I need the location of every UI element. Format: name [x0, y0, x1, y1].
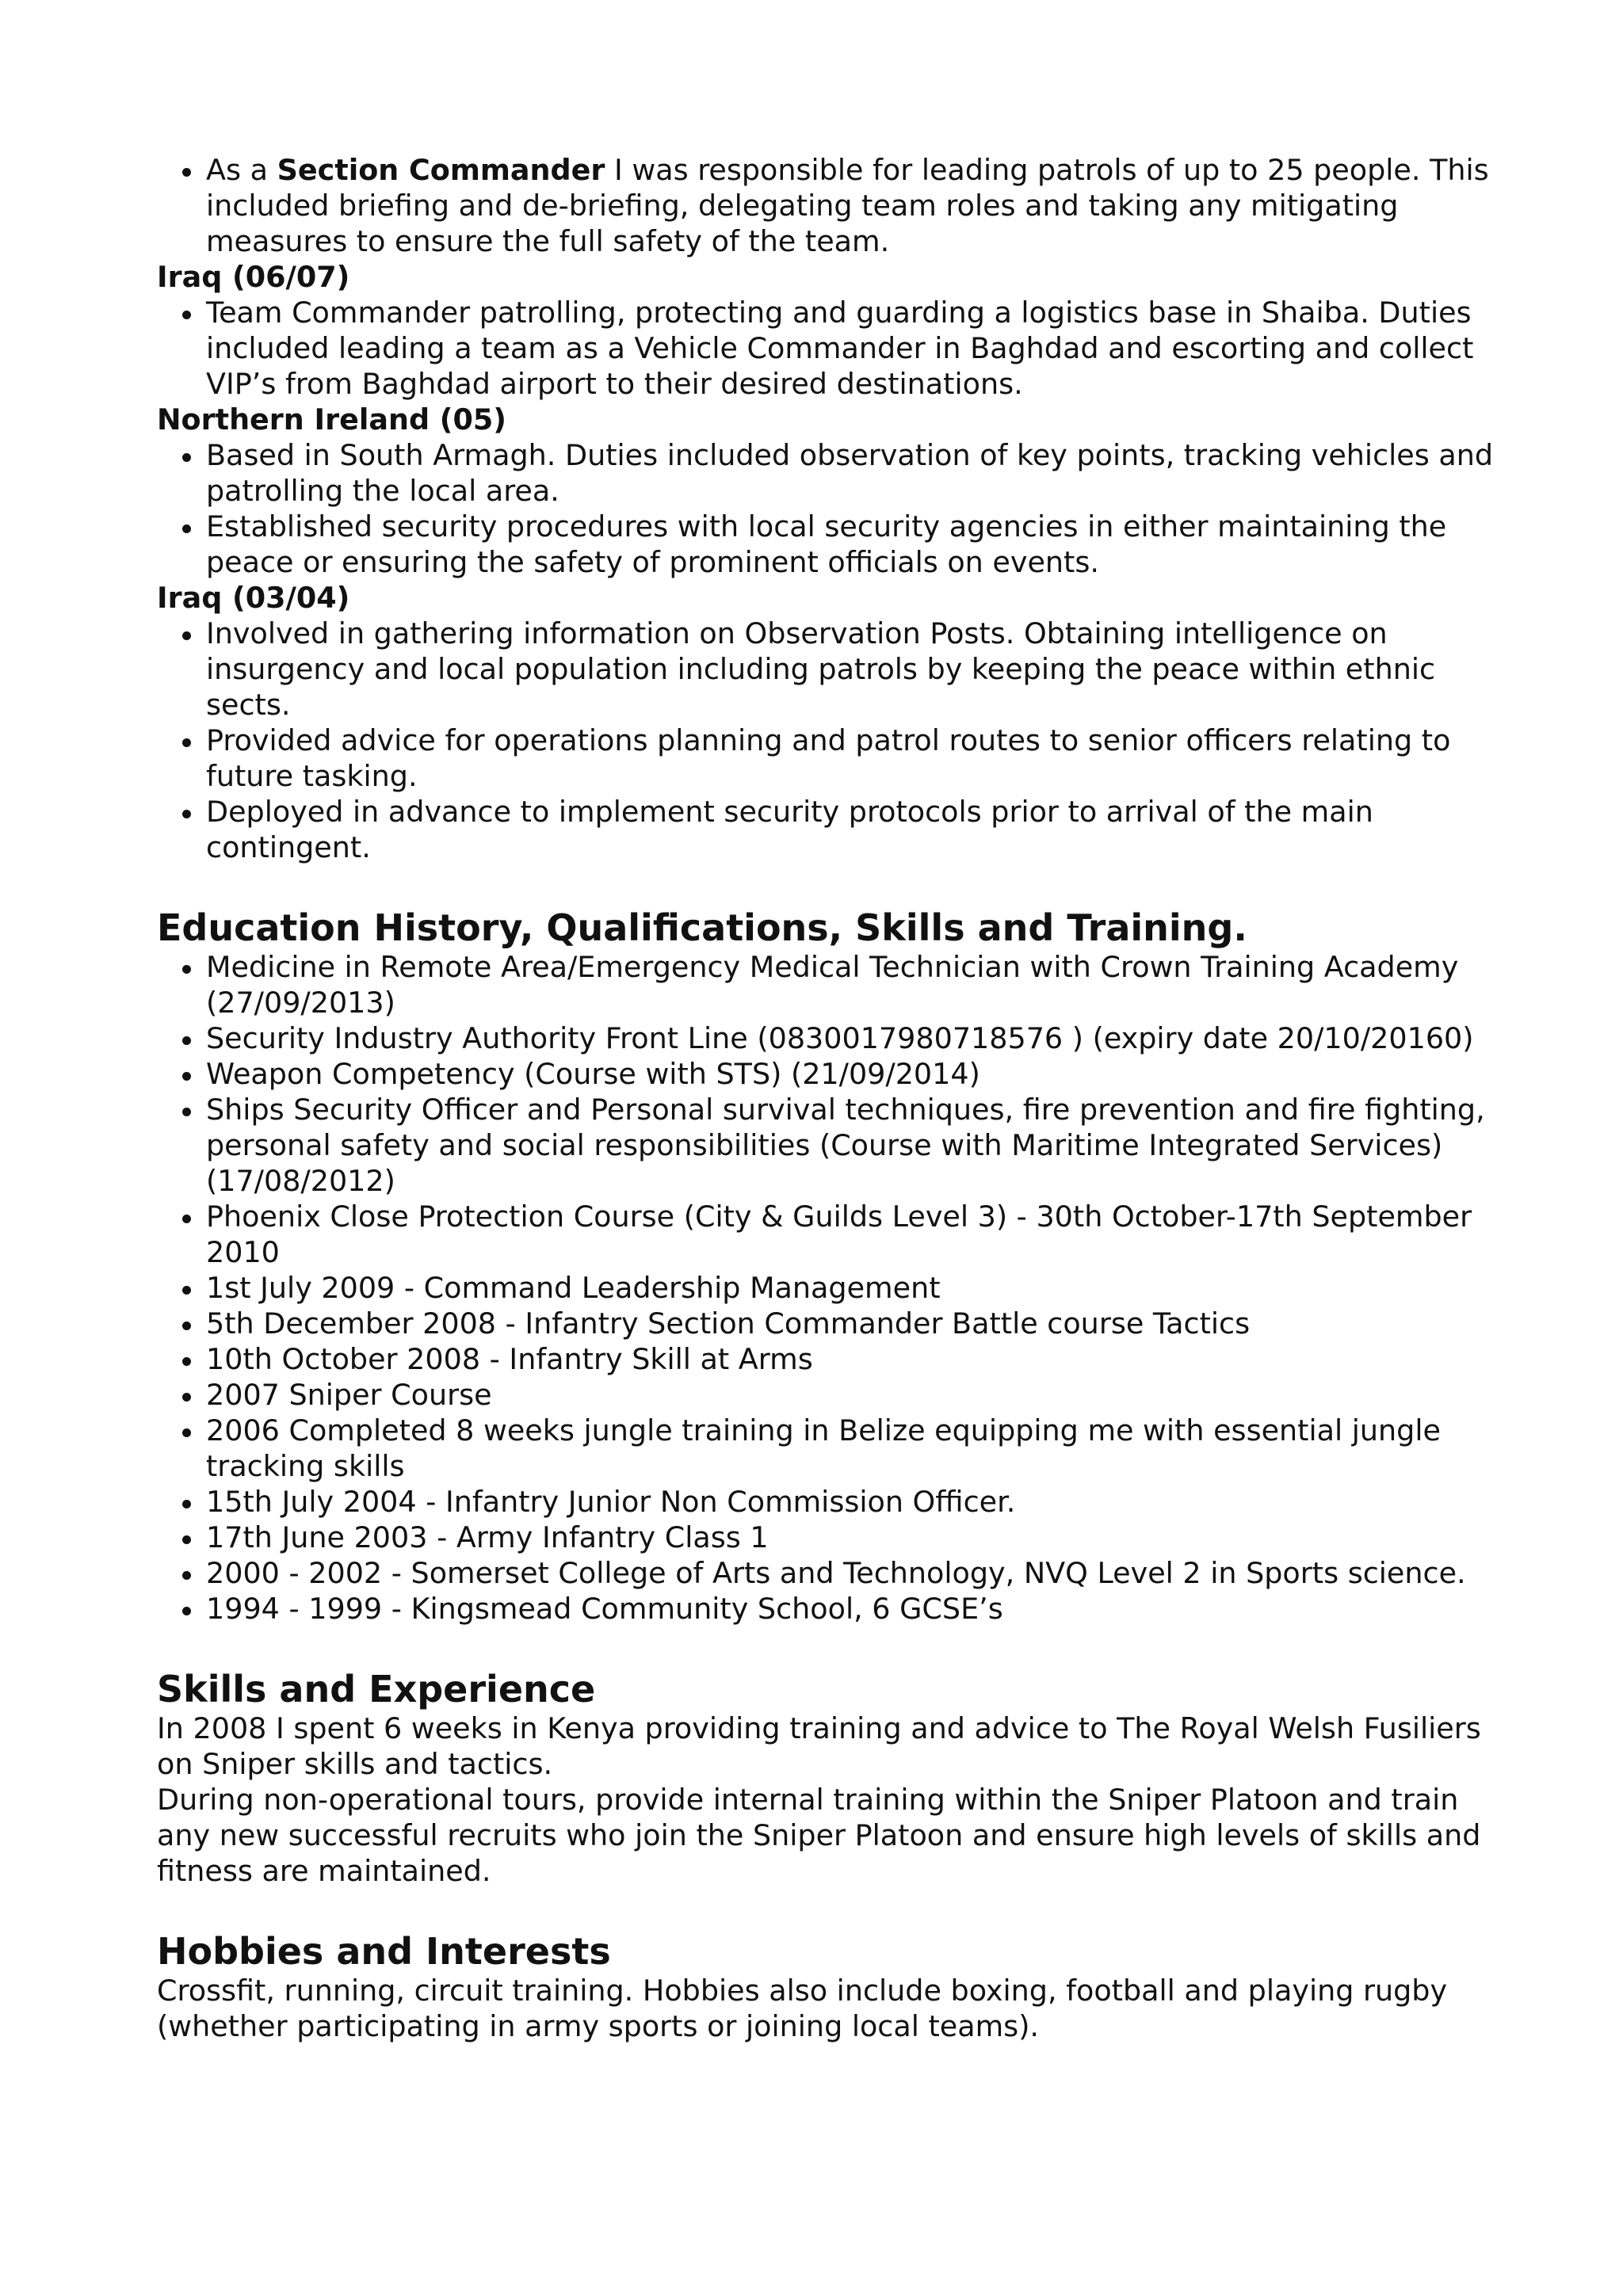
list-item: 17th June 2003 - Army Infantry Class 1 [206, 1520, 1504, 1555]
section-spacer [157, 1889, 1504, 1930]
list-item: Based in South Armagh. Duties included observation of key points, tracking vehicles and patrolling the local area. [206, 437, 1504, 509]
list-item: Established security procedures with local security agencies in either maintaining the peace or ensuring the safety of prominent officials on events. [206, 509, 1504, 580]
deployment-list [157, 295, 1504, 402]
list-item: Weapon Competency (Course with STS) (21/09/2014) [206, 1056, 1504, 1092]
list-item: 10th October 2008 - Infantry Skill at Arms [206, 1341, 1504, 1377]
hobbies-heading: Hobbies and Interests [157, 1930, 611, 1973]
education-list [157, 949, 1504, 1627]
intro-list [157, 152, 1504, 259]
list-item: Deployed in advance to implement security protocols prior to arrival of the main contingent. [206, 794, 1504, 865]
deployment-list [157, 437, 1504, 580]
list-item [206, 152, 1504, 259]
list-item: 15th July 2004 - Infantry Junior Non Commission Officer. [206, 1484, 1504, 1520]
resume-page [157, 152, 1504, 2044]
deployment-list [157, 616, 1504, 865]
education-heading: Education History, Qualifications, Skills and Training. [157, 906, 1247, 949]
hobbies-paragraph: Crossfit, running, circuit training. Hobbies also include boxing, football and playing rugby (whether participating in army sports or joining local teams). [157, 1974, 1448, 2043]
list-item: Ships Security Officer and Personal survival techniques, fire prevention and fire fighting, personal safety and social responsibilities (Course with Maritime Integrated Services) (17/08/2012) [206, 1092, 1504, 1199]
list-item: 1994 - 1999 - Kingsmead Community School, 6 GCSE’s [206, 1591, 1504, 1627]
skills-heading: Skills and Experience [157, 1668, 596, 1711]
list-item: Team Commander patrolling, protecting and guarding a logistics base in Shaiba. Duties included leading a team as a Vehicle Commander in Baghdad and escorting and collect VIP’s from Baghdad airport to their desired destinations. [206, 295, 1504, 402]
list-item: 2007 Sniper Course [206, 1377, 1504, 1413]
list-item: Security Industry Authority Front Line (0830017980718576 ) (expiry date 20/10/20160) [206, 1020, 1504, 1056]
list-item: 2006 Completed 8 weeks jungle training in Belize equipping me with essential jungle tracking skills [206, 1413, 1504, 1484]
list-item: Phoenix Close Protection Course (City & Guilds Level 3) - 30th October-17th September 2010 [206, 1199, 1504, 1270]
list-item: 5th December 2008 - Infantry Section Commander Battle course Tactics [206, 1306, 1504, 1341]
list-item: Involved in gathering information on Observation Posts. Obtaining intelligence on insurgency and local population including patrols by keeping the peace within ethnic sects. [206, 616, 1504, 723]
section-spacer [157, 865, 1504, 906]
item-bold-role: Section Commander [277, 153, 605, 187]
list-item: 1st July 2009 - Command Leadership Management [206, 1270, 1504, 1306]
skills-paragraph: During non-operational tours, provide internal training within the Sniper Platoon and train any new successful recruits who join the Sniper Platoon and ensure high levels of skills and fitness are maintained. [157, 1783, 1481, 1888]
deployment-heading: Iraq (03/04) [157, 581, 350, 615]
list-item: 2000 - 2002 - Somerset College of Arts and Technology, NVQ Level 2 in Sports science. [206, 1555, 1504, 1591]
list-item: Medicine in Remote Area/Emergency Medical Technician with Crown Training Academy (27/09/2013) [206, 949, 1504, 1020]
item-prefix: As a [206, 153, 277, 187]
deployment-heading: Iraq (06/07) [157, 260, 350, 294]
skills-paragraph: In 2008 I spent 6 weeks in Kenya providing training and advice to The Royal Welsh Fusiliers on Sniper skills and tactics. [157, 1711, 1481, 1781]
deployment-heading: Northern Ireland (05) [157, 402, 506, 437]
item-rest: I was responsible for leading patrols of up to 25 people. This included briefing and de-briefing, delegating team roles and taking any mitigating measures to ensure the full safety of the team. [206, 153, 1489, 258]
list-item: Provided advice for operations planning and patrol routes to senior officers relating to future tasking. [206, 723, 1504, 794]
section-spacer [157, 1627, 1504, 1668]
